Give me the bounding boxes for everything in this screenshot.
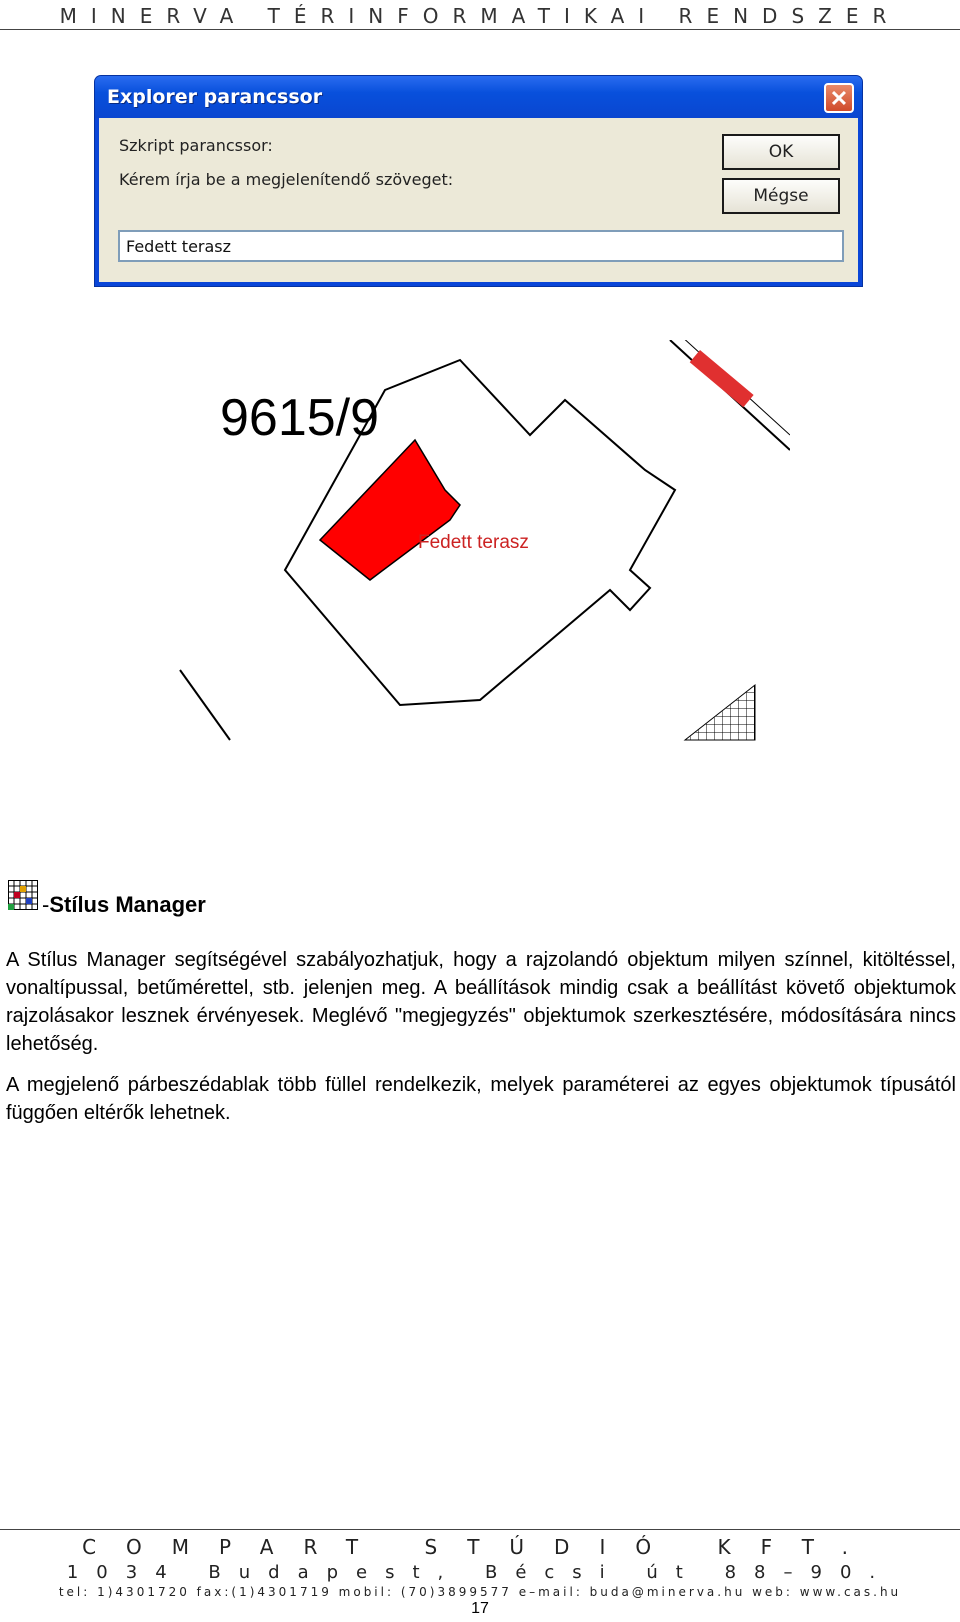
cancel-button[interactable]: Mégse: [722, 178, 840, 214]
paragraph-style-manager-intro: A Stílus Manager segítségével szabályozhatjuk, hogy a rajzolandó objektum milyen színnel, kitöltéssel, vonaltípussal, betűmérettel, stb. jelenjen meg. A beállítások mindig csak a beállítást követő objektumok rajzolásakor lesznek érvényesek. Meglévő "megjegyzés" objektumok szerkesztésére, módosítására nincs lehetőség.: [6, 949, 956, 1055]
footer-contacts: tel: 1)4301720 fax:(1)4301719 mobil: (70)3899577 e–mail: buda@minerva.hu web: www.cas.hu: [58, 1585, 902, 1599]
boundary-line: [180, 670, 230, 740]
hatched-area: [685, 685, 755, 740]
covered-terrace-label: Fedett terasz: [418, 532, 529, 553]
script-prompt-label: Szkript parancssor:: [119, 136, 273, 155]
cadastral-map: [170, 340, 790, 760]
footer-divider: [0, 1529, 960, 1530]
close-button[interactable]: ✕: [824, 83, 854, 113]
text-input-field[interactable]: [118, 230, 844, 262]
page-number: 17: [471, 1600, 489, 1617]
section-heading: [42, 892, 206, 918]
red-street-label-fragment: [690, 350, 754, 407]
parcel-number-label: 9615/9: [220, 389, 380, 447]
dialog-title: Explorer parancssor: [107, 86, 323, 108]
heading-text: Stílus Manager: [49, 892, 206, 917]
instruction-label: Kérem írja be a megjelenítendő szöveget:: [119, 170, 454, 189]
heading-prefix: -: [42, 892, 50, 917]
footer-address: 1034 Budapest, Bécsi út 88–90.: [66, 1562, 894, 1583]
paragraph-dialog-tabs: A megjelenő párbeszédablak több füllel rendelkezik, melyek paraméterei az egyes objektumok típusától függően eltérők lehetnek.: [6, 1074, 956, 1124]
dialog-titlebar[interactable]: [95, 76, 862, 118]
page-header-title: MINERVA TÉRINFORMATIKAI RENDSZER: [59, 4, 901, 28]
header-divider: [0, 29, 960, 30]
footer-company: COMPART STÚDIÓ KFT.: [82, 1535, 878, 1559]
ok-button[interactable]: OK: [722, 134, 840, 170]
grid-table-icon: [8, 880, 38, 910]
